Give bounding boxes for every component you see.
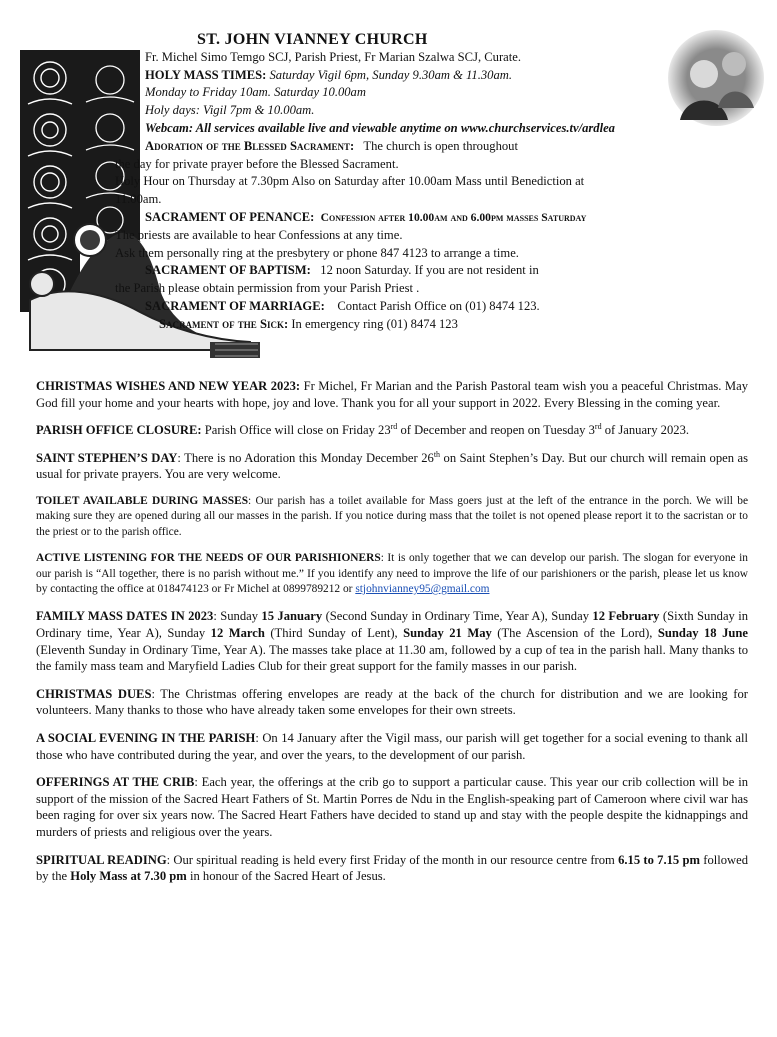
holy-hour-line-2: 11.00am. xyxy=(115,192,162,207)
baptism-line: SACRAMENT OF BAPTISM: 12 noon Saturday. If you are not resident in xyxy=(145,263,539,278)
spiritual-reading-notice: SPIRITUAL READING: Our spiritual reading is held every first Friday of the month in our resource centre from 6.15 to 7.15 pm followed by the Holy Mass at 7.30 pm in honour of the Sacred Heart of Jesus. xyxy=(36,852,749,884)
webcam-line: Webcam: All services available live and viewable anytime on www.churchservices.tv/ardlea xyxy=(145,120,615,135)
marriage-line: SACRAMENT OF MARRIAGE: Contact Parish Office on (01) 8474 123. xyxy=(145,298,540,313)
church-title: ST. JOHN VIANNEY CHURCH xyxy=(197,31,428,48)
baptism-text-2: the Parish please obtain permission from your Parish Priest . xyxy=(115,281,420,296)
mass-times-line: HOLY MASS TIMES: Saturday Vigil 6pm, Sunday 9.30am & 11.30am. xyxy=(145,67,512,82)
toilet-notice: TOILET AVAILABLE DURING MASSES: Our parish has a toilet available for Mass goers just at the left of the entrance in the porch. We will be making sure they are opened during all our masses in the parish. If you notice during mass that the toilet is not opened please report it to the sacristan or to the priest or to the parish office. xyxy=(36,494,748,538)
office-closure-notice: PARISH OFFICE CLOSURE: Parish Office will close on Friday 23rd of December and reopen on Tuesday 3rd of January 2023. xyxy=(36,422,690,438)
parish-notices xyxy=(36,378,748,896)
holy-hour-line: Holy Hour on Thursday at 7.30pm Also on Saturday after 10.00am Mass until Benediction at xyxy=(115,174,585,189)
penance-text-2: Ask them personally ring at the presbytery or phone 847 4123 to arrange a time. xyxy=(115,245,519,260)
adoration-line: Adoration of the Blessed Sacrament: The church is open throughout xyxy=(145,138,518,153)
social-evening-notice: A SOCIAL EVENING IN THE PARISH: On 14 January after the Vigil mass, our parish will get together for a social evening to thank all those who have contributed during the year, and over the years, to the development of our parish. xyxy=(36,730,748,762)
penance-text: The priests are available to hear Confessions at any time. xyxy=(115,227,403,242)
penance-line: SACRAMENT OF PENANCE: Confession after 10.00am and 6.00pm masses Saturday xyxy=(145,209,587,224)
email-link[interactable]: stjohnvianney95@gmail.com xyxy=(355,583,490,595)
saint-stephens-notice: SAINT STEPHEN’S DAY: There is no Adoration this Monday December 26th on Saint Stephen’s Day. But our church will remain open as usual for private prayers. You are very welcome. xyxy=(36,449,748,482)
church-header xyxy=(115,31,765,334)
holy-days: Holy days: Vigil 7pm & 10.00am. xyxy=(145,103,315,118)
christmas-wishes-notice: CHRISTMAS WISHES AND NEW YEAR 2023: Fr Michel, Fr Marian and the Parish Pastoral team wish you a peaceful Christmas. May God fill your home and your hearts with hope, joy and love. Thank you for all your support in 2022. Every Blessing in the coming year. xyxy=(36,379,748,410)
weekday-times: Monday to Friday 10am. Saturday 10.00am xyxy=(145,85,366,100)
christmas-dues-notice: CHRISTMAS DUES: The Christmas offering envelopes are ready at the back of the church for distribution and we are looking for volunteers. Many thanks to those who have already taken some envelopes for their own streets. xyxy=(36,686,748,718)
crib-offerings-notice: OFFERINGS AT THE CRIB: Each year, the offerings at the crib go to support a particular cause. This year our crib collection will be in support of the mission of the Sacred Heart Fathers of St. Martin Porres de Ndu in the English-speaking part of Cameroon where civil war has been raging for over six years now. The Sacred Heart Fathers have decided to stand up and stay with the people despite the kidnappings and murders of priests and religious over the years. xyxy=(36,775,748,839)
sick-line: Sacrament of the Sick: In emergency ring (01) 8474 123 xyxy=(159,316,458,331)
clergy-line: Fr. Michel Simo Temgo SCJ, Parish Priest, Fr Marian Szalwa SCJ, Curate. xyxy=(145,49,521,64)
active-listening-notice: ACTIVE LISTENING FOR THE NEEDS OF OUR PARISHIONERS: It is only together that we can develop our parish. The slogan for everyone in our parish is “All together, there is no parish without me.” If you identify any need to improve the life of our parishioners or the parish, please let us know by contacting the office at 018474123 or Fr Michel at 0899789212 or stjohnvianney95@gmail.com xyxy=(36,552,748,595)
family-mass-notice: FAMILY MASS DATES IN 2023: Sunday 15 January (Second Sunday in Ordinary Time, Year A), Sunday 12 February (Sixth Sunday in Ordinary time, Year A), Sunday 12 March (Third Sunday of Lent), Sunday 21 May (The Ascension of the Lord), Sunday 18 June (Eleventh Sunday in Ordinary Time, Year A). The masses take place at 11.30 am, followed by a cup of tea in the parish hall. Many thanks to the family mass team and Maryfield Ladies Club for their great support for the family masses in our parish. xyxy=(36,609,749,674)
adoration-line-2: the day for private prayer before the Blessed Sacrament. xyxy=(115,156,399,171)
